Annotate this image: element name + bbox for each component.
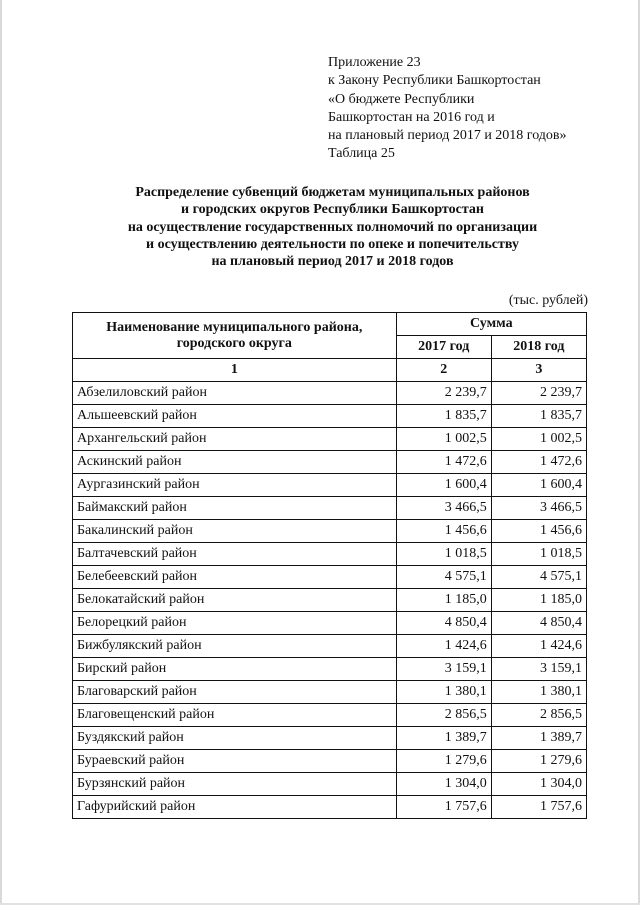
district-name: Аскинский район — [73, 451, 397, 474]
table-row — [73, 635, 587, 658]
amount-2017: 4 850,4 — [396, 612, 491, 635]
district-name: Благоварский район — [73, 681, 397, 704]
column-number-row — [73, 359, 587, 382]
amount-2018: 1 835,7 — [491, 405, 586, 428]
header-name: Наименование муниципального района, городского округа — [73, 313, 397, 359]
amount-2018: 4 850,4 — [491, 612, 586, 635]
amount-2018: 3 159,1 — [491, 658, 586, 681]
subsidy-table — [72, 312, 587, 819]
amount-2018: 1 600,4 — [491, 474, 586, 497]
title-line: на плановый период 2017 и 2018 годов — [211, 254, 454, 270]
column-number: 1 — [73, 359, 397, 382]
amount-2017: 3 466,5 — [396, 497, 491, 520]
district-name: Бакалинский район — [73, 520, 397, 543]
header-2018: 2018 год — [491, 336, 586, 359]
district-name: Бураевский район — [73, 750, 397, 773]
amount-2018: 1 472,6 — [491, 451, 586, 474]
table-row — [73, 520, 587, 543]
amount-2018: 1 456,6 — [491, 520, 586, 543]
amount-2018: 2 239,7 — [491, 382, 586, 405]
district-name: Белорецкий район — [73, 612, 397, 635]
amount-2018: 1 279,6 — [491, 750, 586, 773]
table-row — [73, 382, 587, 405]
table-row — [73, 497, 587, 520]
table-body — [73, 359, 587, 819]
table-row — [73, 543, 587, 566]
district-name: Буздякский район — [73, 727, 397, 750]
amount-2018: 1 424,6 — [491, 635, 586, 658]
amount-2017: 3 159,1 — [396, 658, 491, 681]
amount-2017: 1 279,6 — [396, 750, 491, 773]
district-name: Бижбулякский район — [73, 635, 397, 658]
appendix-reference — [328, 54, 628, 164]
amount-2017: 1 185,0 — [396, 589, 491, 612]
table-row — [73, 681, 587, 704]
document-title — [50, 184, 615, 270]
amount-2017: 1 424,6 — [396, 635, 491, 658]
amount-2018: 1 018,5 — [491, 543, 586, 566]
title-line: Распределение субвенций бюджетам муниципальных районов — [135, 185, 530, 200]
appendix-line: «О бюджете Республики — [328, 91, 475, 107]
table-row — [73, 704, 587, 727]
amount-2018: 3 466,5 — [491, 497, 586, 520]
district-name: Бирский район — [73, 658, 397, 681]
header-2017: 2017 год — [396, 336, 491, 359]
amount-2017: 1 600,4 — [396, 474, 491, 497]
units-label: (тыс. рублей) — [508, 293, 588, 308]
table-row — [73, 750, 587, 773]
amount-2017: 1 835,7 — [396, 405, 491, 428]
amount-2017: 2 856,5 — [396, 704, 491, 727]
table-row — [73, 658, 587, 681]
appendix-line: к Закону Республики Башкортостан — [328, 73, 541, 89]
appendix-line: Башкортостан на 2016 год и — [328, 109, 495, 125]
table-row — [73, 612, 587, 635]
amount-2018: 1 002,5 — [491, 428, 586, 451]
title-line: и городских округов Республики Башкортостан — [181, 202, 484, 218]
district-name: Бурзянский район — [73, 773, 397, 796]
district-name: Балтачевский район — [73, 543, 397, 566]
district-name: Альшеевский район — [73, 405, 397, 428]
amount-2017: 1 018,5 — [396, 543, 491, 566]
district-name: Аургазинский район — [73, 474, 397, 497]
amount-2017: 1 472,6 — [396, 451, 491, 474]
district-name: Баймакский район — [73, 497, 397, 520]
column-number: 3 — [491, 359, 586, 382]
amount-2018: 1 380,1 — [491, 681, 586, 704]
amount-2017: 1 757,6 — [396, 796, 491, 819]
amount-2018: 1 757,6 — [491, 796, 586, 819]
table-row — [73, 405, 587, 428]
amount-2017: 4 575,1 — [396, 566, 491, 589]
table-row — [73, 451, 587, 474]
amount-2017: 1 389,7 — [396, 727, 491, 750]
district-name: Абзелиловский район — [73, 382, 397, 405]
district-name: Архангельский район — [73, 428, 397, 451]
table-number: Таблица 25 — [328, 146, 395, 162]
table-row — [73, 474, 587, 497]
amount-2017: 2 239,7 — [396, 382, 491, 405]
amount-2018: 4 575,1 — [491, 566, 586, 589]
page-edge-left — [0, 0, 2, 905]
amount-2017: 1 456,6 — [396, 520, 491, 543]
appendix-line: на плановый период 2017 и 2018 годов» — [328, 128, 567, 144]
amount-2018: 1 389,7 — [491, 727, 586, 750]
district-name: Благовещенский район — [73, 704, 397, 727]
table-row — [73, 428, 587, 451]
column-number: 2 — [396, 359, 491, 382]
table-row — [73, 796, 587, 819]
amount-2018: 1 185,0 — [491, 589, 586, 612]
header-sum: Сумма — [396, 313, 586, 336]
table-row — [73, 773, 587, 796]
district-name: Белебеевский район — [73, 566, 397, 589]
amount-2017: 1 002,5 — [396, 428, 491, 451]
amount-2017: 1 380,1 — [396, 681, 491, 704]
appendix-line: Приложение 23 — [328, 55, 421, 70]
amount-2017: 1 304,0 — [396, 773, 491, 796]
amount-2018: 2 856,5 — [491, 704, 586, 727]
title-line: на осуществление государственных полномочий по организации — [127, 219, 538, 235]
table-row — [73, 589, 587, 612]
district-name: Белокатайский район — [73, 589, 397, 612]
table-row — [73, 727, 587, 750]
table-row — [73, 566, 587, 589]
title-line: и осуществлению деятельности по опеке и попечительству — [146, 236, 519, 252]
amount-2018: 1 304,0 — [491, 773, 586, 796]
district-name: Гафурийский район — [73, 796, 397, 819]
